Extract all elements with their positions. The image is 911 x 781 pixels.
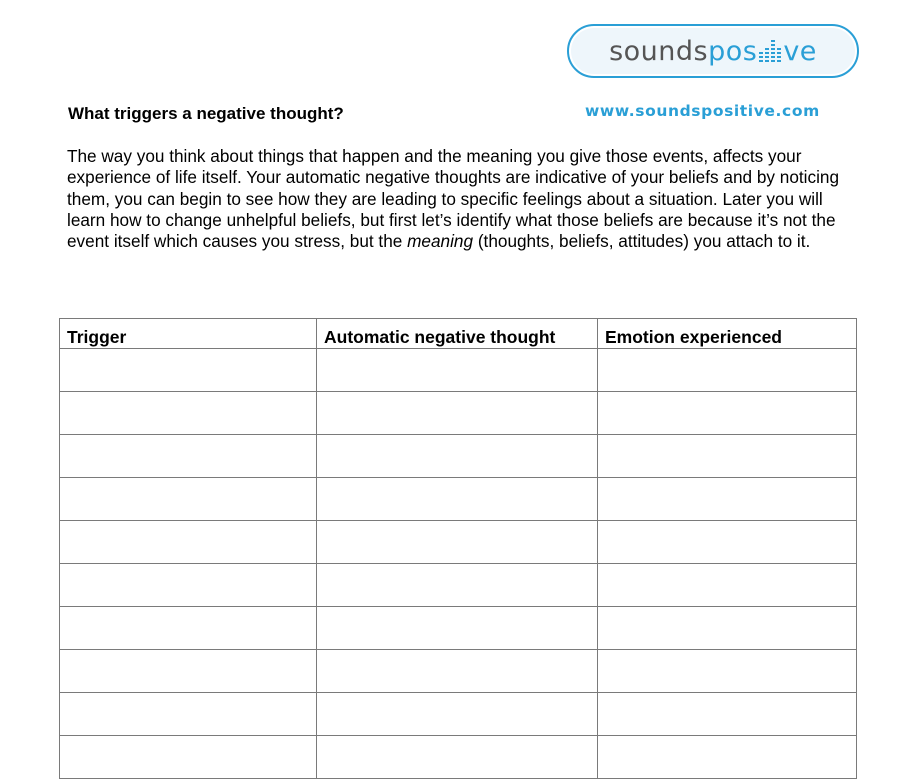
- trigger-cell[interactable]: [60, 521, 317, 564]
- thought-cell[interactable]: [317, 736, 598, 779]
- emotion-cell[interactable]: [598, 693, 857, 736]
- emotion-cell[interactable]: [598, 736, 857, 779]
- table-row: [60, 435, 857, 478]
- thought-cell[interactable]: [317, 349, 598, 392]
- emotion-cell[interactable]: [598, 607, 857, 650]
- equalizer-bars-icon: [759, 40, 781, 62]
- trigger-cell[interactable]: [60, 392, 317, 435]
- intro-emphasis: meaning: [407, 231, 474, 252]
- emotion-cell[interactable]: [598, 392, 857, 435]
- emotion-cell[interactable]: [598, 478, 857, 521]
- table-row: [60, 349, 857, 392]
- trigger-cell[interactable]: [60, 693, 317, 736]
- table-row: [60, 650, 857, 693]
- logo-wordmark: [609, 35, 758, 67]
- soundspositive-logo: [567, 24, 859, 78]
- trigger-cell[interactable]: [60, 650, 317, 693]
- thought-cell[interactable]: [317, 521, 598, 564]
- column-header-automatic-negative-thought: Automatic negative thought: [317, 319, 598, 349]
- thought-cell[interactable]: [317, 650, 598, 693]
- column-header-emotion-experienced: Emotion experienced: [598, 319, 857, 349]
- table-row: [60, 607, 857, 650]
- trigger-cell[interactable]: [60, 736, 317, 779]
- trigger-cell[interactable]: [60, 478, 317, 521]
- column-header-trigger: Trigger: [60, 319, 317, 349]
- table-row: [60, 392, 857, 435]
- trigger-cell[interactable]: [60, 564, 317, 607]
- thought-record-table: [59, 318, 857, 779]
- page-title: What triggers a negative thought?: [68, 104, 344, 123]
- table-row: [60, 736, 857, 779]
- trigger-cell[interactable]: [60, 435, 317, 478]
- emotion-cell[interactable]: [598, 435, 857, 478]
- thought-cell[interactable]: [317, 564, 598, 607]
- emotion-cell[interactable]: [598, 521, 857, 564]
- thought-cell[interactable]: [317, 392, 598, 435]
- emotion-cell[interactable]: [598, 564, 857, 607]
- logo-text-ve: ve: [783, 35, 817, 67]
- table-header-row: [60, 319, 857, 349]
- table-row: [60, 478, 857, 521]
- emotion-cell[interactable]: [598, 349, 857, 392]
- website-link[interactable]: www.soundspositive.com: [585, 102, 820, 120]
- thought-cell[interactable]: [317, 478, 598, 521]
- trigger-cell[interactable]: [60, 607, 317, 650]
- intro-text-end: (thoughts, beliefs, attitudes) you attach to it.: [473, 231, 811, 252]
- thought-cell[interactable]: [317, 607, 598, 650]
- table-row: [60, 693, 857, 736]
- trigger-cell[interactable]: [60, 349, 317, 392]
- thought-cell[interactable]: [317, 435, 598, 478]
- table-row: [60, 521, 857, 564]
- logo-text-sounds: sounds: [609, 35, 709, 67]
- table-row: [60, 564, 857, 607]
- intro-paragraph: [67, 146, 857, 252]
- intro-text: The way you think about things that happen and the meaning you give those events, affects your experience of life itself. Your automatic negative thoughts are indicative of your beliefs and by noticing them, you can begin to see how they are leading to specific feelings about a situation. Later you will learn how to change unhelpful beliefs, but first let’s identify what those beliefs are because it’s not the event itself which causes you stress, but the: [67, 146, 840, 252]
- logo-text-pos: pos: [708, 35, 758, 67]
- emotion-cell[interactable]: [598, 650, 857, 693]
- thought-cell[interactable]: [317, 693, 598, 736]
